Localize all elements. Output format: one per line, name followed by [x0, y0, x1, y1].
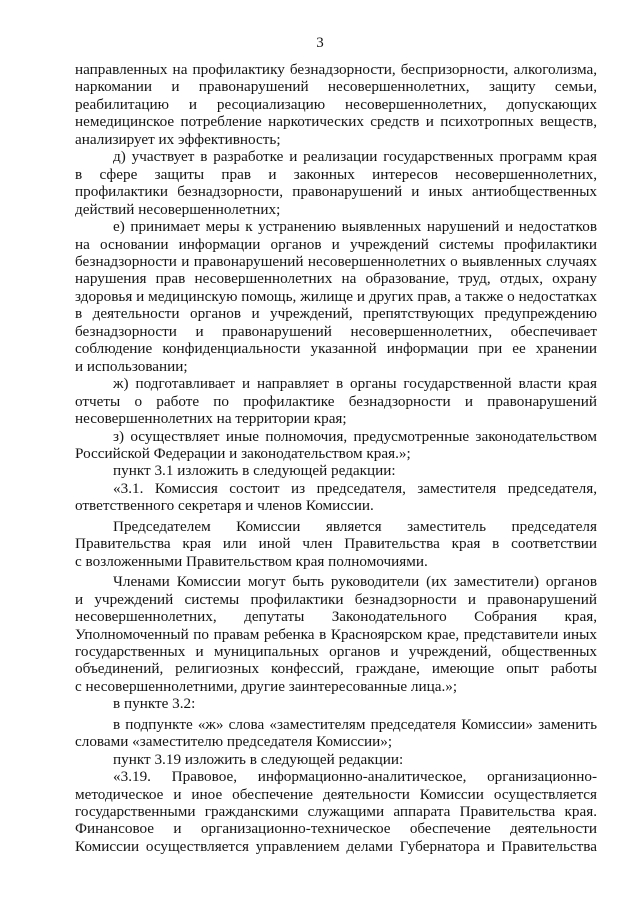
- text-line: безнадзорности и правонарушений несовершеннолетних о выявленных случаях: [75, 252, 597, 270]
- text-line: Комиссии осуществляется управлением делами Губернатора и Правительства: [75, 837, 597, 855]
- text-line: «3.1. Комиссия состоит из председателя, заместителя председателя,: [113, 479, 597, 497]
- text-line: профилактики безнадзорности, правонарушений и иных антиобщественных: [75, 183, 597, 201]
- text-line: в пункте 3.2:: [113, 695, 196, 713]
- text-line: Правительства края или иной член Правительства края в соответствии: [75, 535, 597, 553]
- text-line: объединений, религиозных конфессий, граждане, имеющие опыт работы: [75, 660, 597, 678]
- text-line: государственными гражданскими служащими аппарата Правительства края.: [75, 803, 597, 821]
- text-line: з) осуществляет иные полномочия, предусмотренные законодательством: [113, 427, 597, 445]
- text-line: пункт 3.1 изложить в следующей редакции:: [113, 462, 396, 480]
- text-line: в сфере защиты прав и законных интересов несовершеннолетних,: [75, 165, 597, 183]
- text-line: анализирует их эффективность;: [75, 130, 281, 148]
- text-line: пункт 3.19 изложить в следующей редакции:: [113, 750, 404, 768]
- text-line: «3.19. Правовое, информационно-аналитическое, организационно-: [113, 768, 597, 786]
- text-line: в подпункте «ж» слова «заместителям председателя Комиссии» заменить: [113, 715, 597, 733]
- text-line: е) принимает меры к устранению выявленных нарушений и недостатков: [113, 218, 597, 236]
- text-line: несовершеннолетних на территории края;: [75, 410, 347, 428]
- text-line: Членами Комиссии могут быть руководители (их заместители) органов: [113, 573, 597, 591]
- text-line: на основании информации органов и учреждений системы профилактики: [75, 235, 597, 253]
- text-line: с возложенными Правительством края полномочиями.: [75, 552, 428, 570]
- text-line: несовершеннолетних, депутаты Законодательного Собрания края,: [75, 608, 597, 626]
- document-body: [75, 61, 597, 855]
- text-line: государственных и муниципальных органов и учреждений, общественных: [75, 642, 597, 660]
- text-line: с несовершеннолетними, другие заинтересованные лица.»;: [75, 677, 458, 695]
- text-line: наркомании и правонарушений несовершеннолетних, защиту семьи,: [75, 78, 597, 96]
- text-line: и использовании;: [75, 357, 188, 375]
- text-line: ж) подготавливает и направляет в органы государственной власти края: [113, 375, 597, 393]
- text-line: Председателем Комиссии является заместитель председателя: [113, 517, 597, 535]
- text-line: д) участвует в разработке и реализации государственных программ края: [113, 148, 597, 166]
- text-line: словами «заместителю председателя Комиссии»;: [75, 733, 393, 751]
- text-line: безнадзорности и правонарушений несовершеннолетних, обеспечивает: [75, 322, 597, 340]
- text-line: соблюдение конфиденциальности указанной информации при ее хранении: [75, 340, 597, 358]
- text-line: немедицинское потребление наркотических средств и психотропных веществ,: [75, 113, 597, 131]
- text-line: реабилитацию и ресоциализацию несовершеннолетних, допускающих: [75, 95, 597, 113]
- text-line: здоровья и медицинскую помощь, жилище и других прав, а также о недостатках: [75, 287, 597, 305]
- text-line: и учреждений системы профилактики безнадзорности и правонарушений: [75, 590, 597, 608]
- text-line: Российской Федерации и законодательством края.»;: [75, 444, 411, 462]
- text-line: направленных на профилактику безнадзорности, беспризорности, алкоголизма,: [75, 61, 597, 78]
- text-line: нарушения прав несовершеннолетних на образование, труд, отдых, охрану: [75, 270, 597, 288]
- page-number: 3: [316, 35, 324, 51]
- text-line: в деятельности органов и учреждений, препятствующих предупреждению: [75, 305, 597, 323]
- text-line: ответственного секретаря и членов Комиссии.: [75, 497, 374, 515]
- text-line: методическое и иное обеспечение деятельности Комиссии осуществляется: [75, 785, 597, 803]
- text-line: Уполномоченный по правам ребенка в Красноярском крае, представители иных: [75, 625, 597, 643]
- text-line: отчеты о работе по профилактике безнадзорности и правонарушений: [75, 392, 597, 410]
- text-line: Финансовое и организационно-техническое обеспечение деятельности: [75, 820, 597, 838]
- text-line: действий несовершеннолетних;: [75, 200, 281, 218]
